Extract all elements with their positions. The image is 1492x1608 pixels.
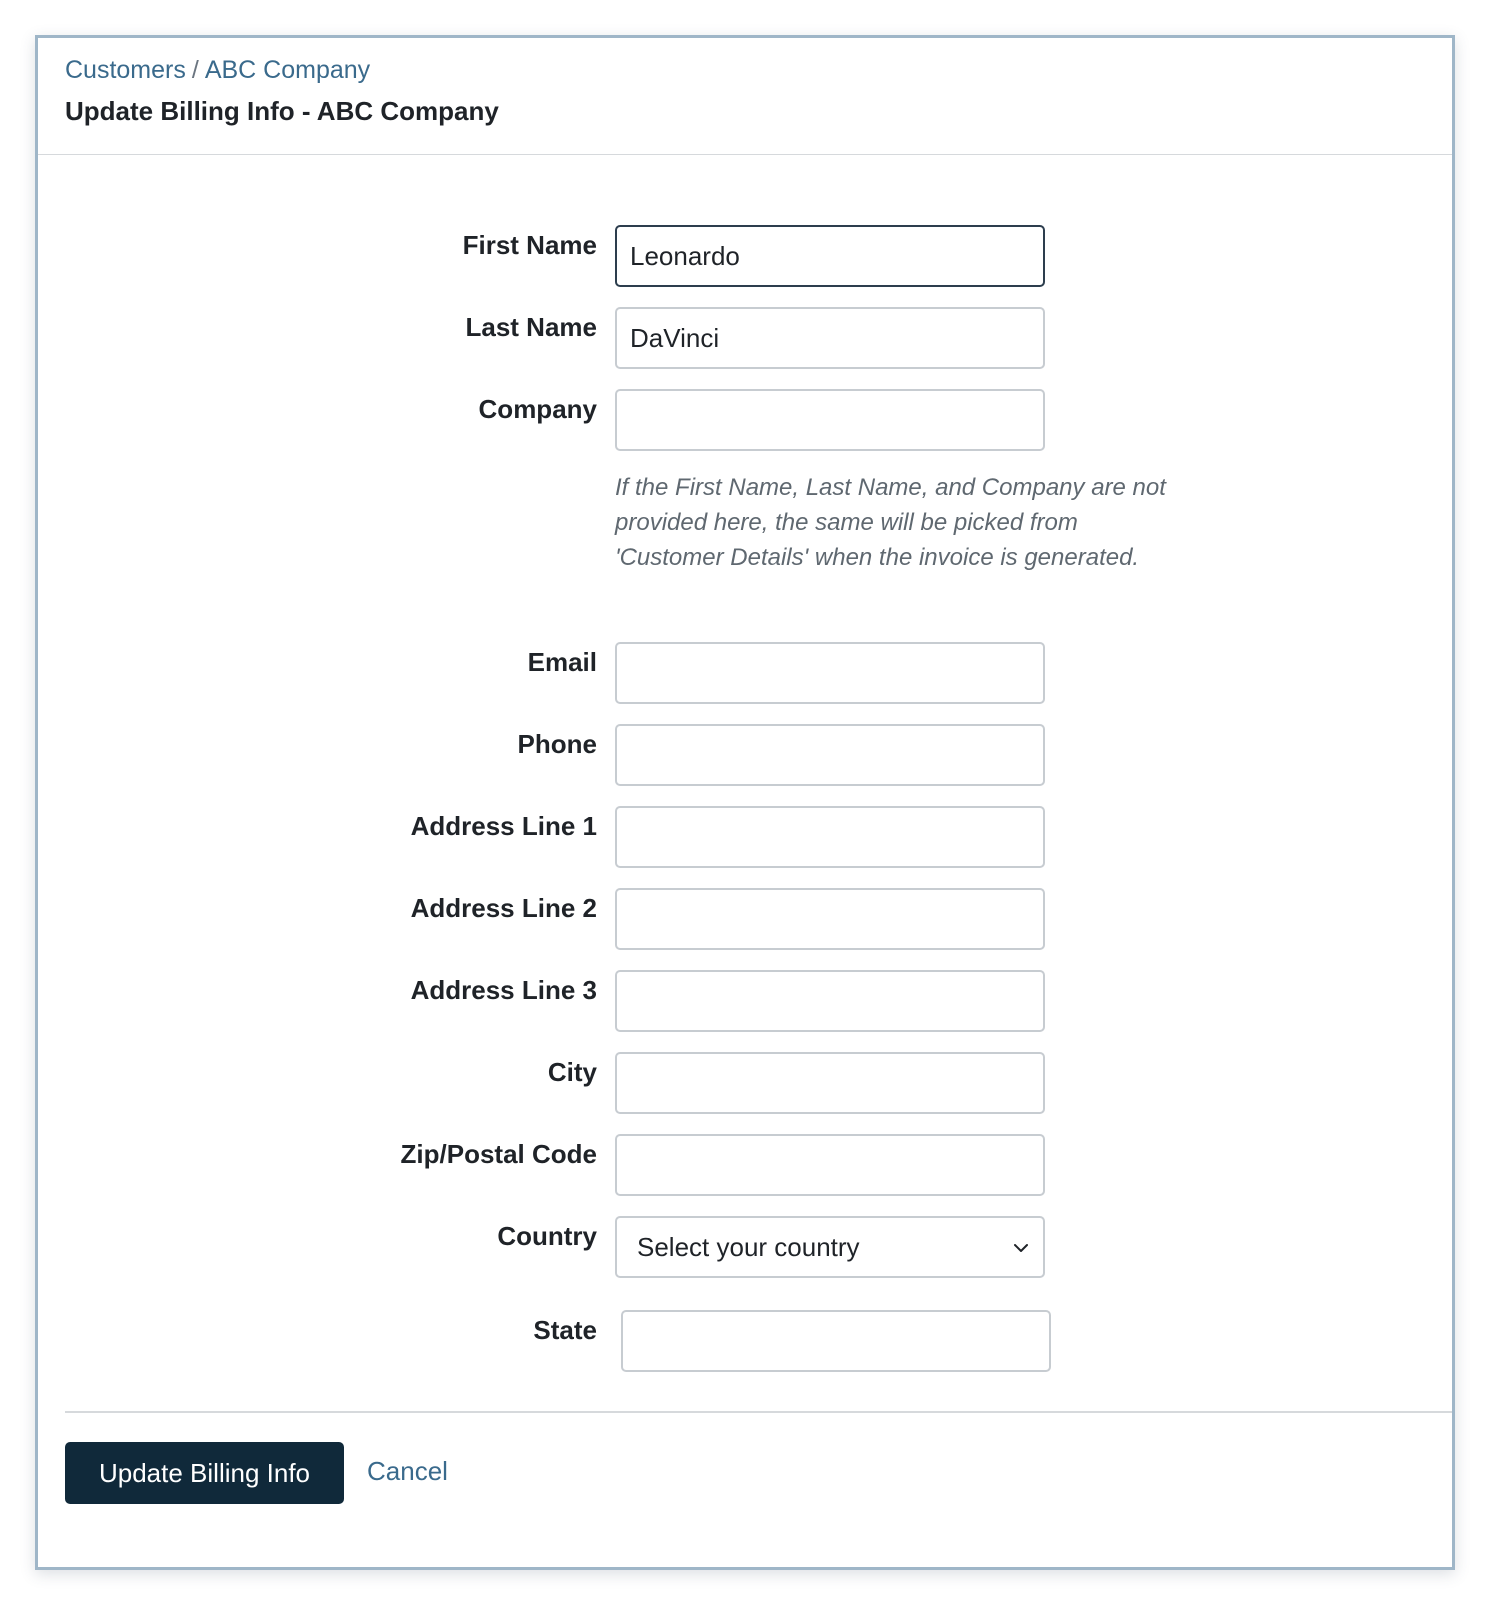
country-row — [38, 1216, 1452, 1280]
state-row — [38, 1310, 1452, 1374]
address-line-3-label: Address Line 3 — [410, 975, 597, 1005]
country-label: Country — [497, 1221, 597, 1251]
city-row — [38, 1052, 1452, 1116]
breadcrumb-customers-link[interactable]: Customers — [65, 56, 186, 84]
zip-input[interactable] — [615, 1134, 1045, 1196]
last-name-label: Last Name — [465, 312, 597, 342]
first-name-row — [38, 225, 1452, 289]
footer-divider — [65, 1411, 1452, 1413]
state-label: State — [533, 1315, 597, 1345]
zip-label: Zip/Postal Code — [400, 1139, 597, 1169]
address-line-2-label: Address Line 2 — [410, 893, 597, 923]
update-billing-info-button[interactable]: Update Billing Info — [65, 1442, 344, 1504]
phone-row — [38, 724, 1452, 788]
address-line-1-row — [38, 806, 1452, 870]
breadcrumb-separator: / — [191, 56, 199, 84]
country-select-value: Select your country — [637, 1232, 860, 1262]
panel-header — [38, 38, 1452, 155]
last-name-row — [38, 307, 1452, 371]
last-name-input[interactable] — [615, 307, 1045, 369]
email-row — [38, 642, 1452, 706]
chevron-down-icon — [1011, 1238, 1031, 1258]
phone-input[interactable] — [615, 724, 1045, 786]
zip-row — [38, 1134, 1452, 1198]
name-hint-text: If the First Name, Last Name, and Company are not provided here, the same will be picked from 'Customer Details' when the invoice is generated. — [615, 474, 1166, 571]
address-line-2-input[interactable] — [615, 888, 1045, 950]
page-title: Update Billing Info - ABC Company — [65, 96, 499, 126]
company-input[interactable] — [615, 389, 1045, 451]
address-line-2-row — [38, 888, 1452, 952]
phone-label: Phone — [517, 729, 597, 759]
city-input[interactable] — [615, 1052, 1045, 1114]
cancel-link[interactable]: Cancel — [367, 1456, 448, 1486]
company-label: Company — [478, 394, 597, 424]
breadcrumb-company-link[interactable]: ABC Company — [204, 56, 371, 84]
email-input[interactable] — [615, 642, 1045, 704]
company-row — [38, 389, 1452, 453]
first-name-input[interactable] — [615, 225, 1045, 287]
billing-info-panel — [35, 35, 1455, 1570]
address-line-1-input[interactable] — [615, 806, 1045, 868]
email-label: Email — [527, 647, 597, 677]
city-label: City — [547, 1057, 597, 1087]
address-line-3-row — [38, 970, 1452, 1034]
state-input[interactable] — [621, 1310, 1051, 1372]
address-line-3-input[interactable] — [615, 970, 1045, 1032]
breadcrumb — [65, 56, 370, 85]
address-line-1-label: Address Line 1 — [410, 811, 597, 841]
country-select[interactable] — [615, 1216, 1045, 1278]
first-name-label: First Name — [462, 230, 597, 260]
